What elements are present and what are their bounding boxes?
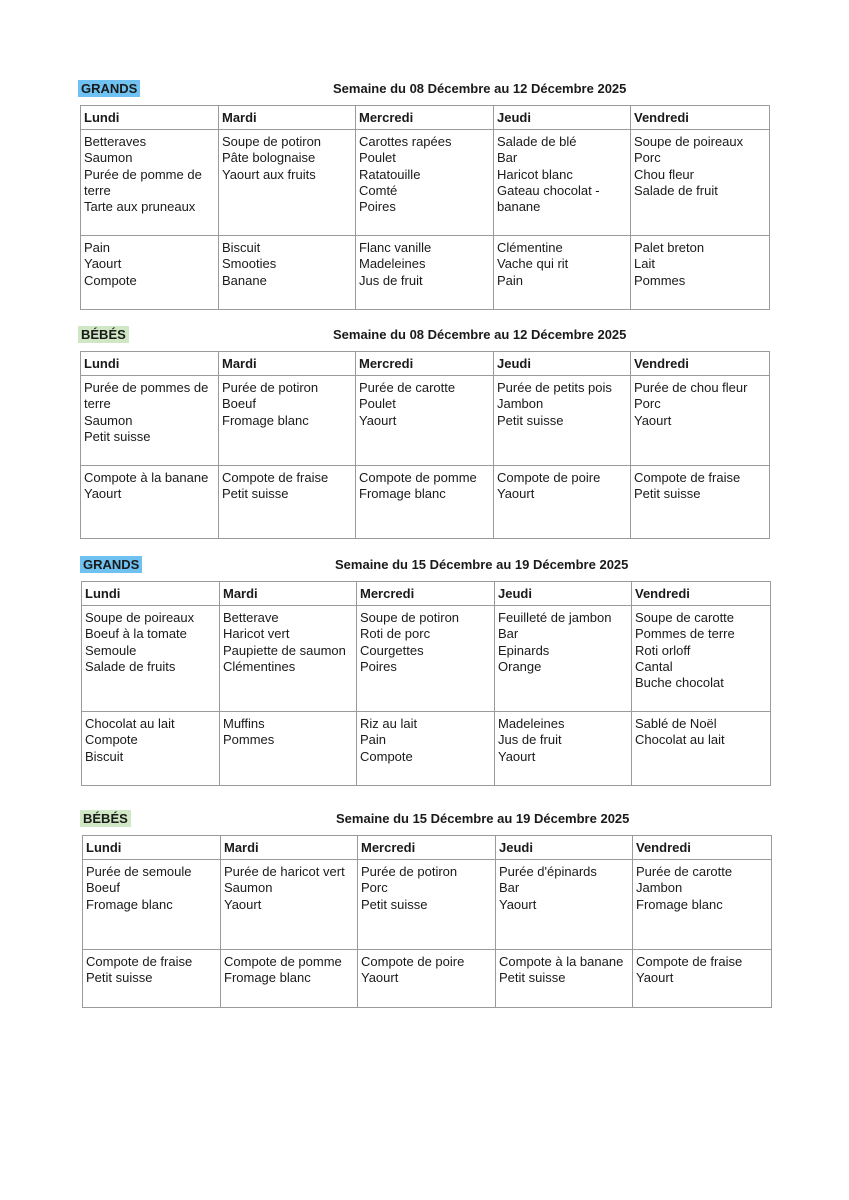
menu-cell (81, 236, 219, 310)
menu-item: Fromage blanc (86, 896, 173, 912)
day-header: Vendredi (631, 106, 770, 130)
menu-item: Jambon (497, 396, 544, 412)
meal-row (83, 860, 772, 950)
menu-item: Pommes (634, 272, 686, 288)
menu-item: Saumon (224, 880, 273, 896)
menu-cell (631, 236, 770, 310)
menu-item: Purée de chou fleur (634, 380, 748, 395)
menu-cell (220, 712, 357, 786)
menu-cell (357, 606, 495, 712)
menu-cell (219, 130, 356, 236)
menu-item: Boeuf à la tomate (85, 626, 187, 642)
menu-item: Madeleines (498, 716, 565, 731)
day-header: Lundi (82, 582, 220, 606)
menu-cell (632, 712, 771, 786)
menu-item: Poires (359, 199, 396, 215)
menu-item: Madeleines (359, 256, 426, 272)
menu-cell (220, 606, 357, 712)
day-header: Vendredi (632, 582, 771, 606)
menu-item: Clémentines (223, 658, 296, 674)
menu-cell (494, 376, 631, 466)
menu-item: Fromage blanc (222, 412, 309, 428)
section-tag: BÉBÉS (78, 326, 129, 343)
menu-cell (219, 236, 356, 310)
menu-item: Compote (84, 272, 137, 288)
menu-table (82, 835, 772, 1008)
menu-item: Yaourt (634, 412, 672, 428)
menu-item: Ratatouille (359, 166, 421, 182)
menu-cell (495, 606, 632, 712)
menu-item: Purée de pomme de terre (84, 166, 202, 198)
menu-item: Clémentine (497, 240, 563, 255)
menu-item: Saumon (84, 412, 133, 428)
menu-item: Soupe de poireaux (85, 610, 195, 625)
menu-item: Haricot blanc (497, 166, 573, 182)
snack-row (81, 236, 770, 310)
menu-item: Roti orloff (635, 642, 691, 658)
header-row (81, 106, 770, 130)
menu-item: Bar (497, 150, 518, 166)
menu-cell (494, 466, 631, 539)
menu-cell (631, 466, 770, 539)
menu-item: Purée de semoule (86, 864, 192, 879)
day-header: Mercredi (357, 582, 495, 606)
day-header: Jeudi (496, 836, 633, 860)
menu-item: Pain (84, 240, 111, 255)
menu-item: Smooties (222, 256, 277, 272)
menu-cell (221, 950, 358, 1008)
menu-item: Pommes (223, 732, 275, 748)
day-header: Mardi (219, 106, 356, 130)
header-row (81, 352, 770, 376)
menu-item: Soupe de potiron (222, 134, 322, 149)
menu-item: Banane (222, 272, 267, 288)
menu-item: Pain (497, 272, 524, 288)
menu-item: Riz au lait (360, 716, 418, 731)
meal-row (81, 130, 770, 236)
menu-cell (83, 860, 221, 950)
menu-item: Yaourt (499, 896, 537, 912)
menu-cell (631, 376, 770, 466)
menu-table (80, 351, 770, 539)
snack-row (82, 712, 771, 786)
meal-row (81, 376, 770, 466)
menu-item: Sablé de Noël (635, 716, 717, 731)
menu-table (80, 105, 770, 310)
menu-item: Compote (360, 748, 413, 764)
menu-item: Yaourt (84, 486, 122, 502)
week-title: Semaine du 08 Décembre au 12 Décembre 2025 (333, 327, 627, 342)
section-tag: GRANDS (78, 80, 140, 97)
menu-item: Porc (634, 150, 661, 166)
menu-item: Soupe de poireaux (634, 134, 744, 149)
menu-item: Chocolat au lait (85, 716, 175, 731)
menu-cell (496, 950, 633, 1008)
day-header: Mardi (221, 836, 358, 860)
menu-item: Poulet (359, 396, 396, 412)
menu-item: Salade de fruits (85, 658, 176, 674)
menu-cell (496, 860, 633, 950)
day-header: Mardi (220, 582, 357, 606)
menu-item: Jus de fruit (359, 272, 423, 288)
menu-cell (81, 466, 219, 539)
menu-item: Petit suisse (361, 896, 428, 912)
menu-item: Biscuit (222, 240, 261, 255)
menu-item: Compote de poire (497, 470, 601, 485)
menu-cell (494, 236, 631, 310)
week-title: Semaine du 08 Décembre au 12 Décembre 2025 (333, 81, 627, 96)
menu-item: Compote de pomme (224, 954, 342, 969)
header-row (83, 836, 772, 860)
menu-cell (356, 236, 494, 310)
meal-row (82, 606, 771, 712)
menu-item: Petit suisse (634, 486, 701, 502)
day-header: Lundi (81, 106, 219, 130)
menu-cell (81, 130, 219, 236)
menu-item: Betterave (223, 610, 279, 625)
menu-item: Yaourt (84, 256, 122, 272)
menu-item: Semoule (85, 642, 137, 658)
menu-item: Compote à la banane (499, 954, 624, 969)
menu-item: Petit suisse (499, 970, 566, 986)
menu-item: Fromage blanc (224, 970, 311, 986)
menu-item: Chocolat au lait (635, 732, 725, 748)
menu-item: Poires (360, 658, 397, 674)
menu-cell (356, 130, 494, 236)
menu-item: Petit suisse (86, 970, 153, 986)
menu-cell (219, 376, 356, 466)
menu-item: Fromage blanc (636, 896, 723, 912)
menu-item: Salade de blé (497, 134, 577, 149)
menu-item: Compote à la banane (84, 470, 209, 485)
menu-item: Lait (634, 256, 655, 272)
menu-table (81, 581, 771, 786)
menu-item: Comté (359, 182, 398, 198)
menu-item: Pâte bolognaise (222, 150, 316, 166)
day-header: Vendredi (633, 836, 772, 860)
menu-item: Biscuit (85, 748, 124, 764)
day-header: Jeudi (494, 352, 631, 376)
menu-cell (81, 376, 219, 466)
menu-item: Compote de fraise (222, 470, 329, 485)
day-header: Mercredi (356, 352, 494, 376)
menu-item: Pommes de terre (635, 626, 735, 642)
day-header: Mardi (219, 352, 356, 376)
menu-item: Feuilleté de jambon (498, 610, 612, 625)
menu-item: Boeuf (86, 880, 120, 896)
menu-item: Petit suisse (222, 486, 289, 502)
menu-item: Soupe de potiron (360, 610, 460, 625)
menu-item: Purée de pommes de terre (84, 380, 209, 412)
menu-item: Yaourt (636, 970, 674, 986)
menu-item: Yaourt aux fruits (222, 166, 316, 182)
week-title: Semaine du 15 Décembre au 19 Décembre 2025 (336, 811, 630, 826)
day-header: Vendredi (631, 352, 770, 376)
menu-cell (356, 466, 494, 539)
menu-item: Purée d'épinards (499, 864, 597, 879)
menu-item: Compote de poire (361, 954, 465, 969)
menu-cell (358, 950, 496, 1008)
menu-item: Compote de fraise (86, 954, 193, 969)
section-tag: GRANDS (80, 556, 142, 573)
menu-item: Cantal (635, 658, 673, 674)
menu-item: Haricot vert (223, 626, 290, 642)
menu-item: Yaourt (224, 896, 262, 912)
menu-item: Purée de potiron (361, 864, 458, 879)
menu-item: Salade de fruit (634, 182, 718, 198)
menu-item: Compote de pomme (359, 470, 477, 485)
menu-item: Saumon (84, 150, 133, 166)
menu-item: Petit suisse (497, 412, 564, 428)
menu-item: Gateau chocolat - banane (497, 182, 600, 215)
menu-item: Roti de porc (360, 626, 431, 642)
menu-item: Yaourt (361, 970, 399, 986)
menu-item: Chou fleur (634, 166, 694, 182)
menu-item: Purée de carotte (636, 864, 733, 879)
menu-item: Purée de petits pois (497, 380, 612, 395)
menu-item: Purée de potiron (222, 380, 319, 395)
menu-item: Fromage blanc (359, 486, 446, 502)
menu-item: Yaourt (498, 748, 536, 764)
menu-item: Paupiette de saumon (223, 642, 346, 658)
day-header: Lundi (83, 836, 221, 860)
menu-cell (495, 712, 632, 786)
menu-item: Bar (498, 626, 519, 642)
menu-item: Palet breton (634, 240, 705, 255)
menu-item: Compote de fraise (634, 470, 741, 485)
menu-item: Yaourt (497, 486, 535, 502)
menu-item: Compote de fraise (636, 954, 743, 969)
menu-item: Tarte aux pruneaux (84, 199, 196, 215)
menu-item: Buche chocolat (635, 675, 724, 691)
menu-item: Porc (361, 880, 388, 896)
snack-row (83, 950, 772, 1008)
menu-item: Bar (499, 880, 520, 896)
menu-item: Courgettes (360, 642, 424, 658)
menu-item: Jus de fruit (498, 732, 562, 748)
header-row (82, 582, 771, 606)
menu-cell (357, 712, 495, 786)
menu-item: Carottes rapées (359, 134, 452, 149)
menu-item: Yaourt (359, 412, 397, 428)
menu-item: Petit suisse (84, 428, 151, 444)
menu-item: Compote (85, 732, 138, 748)
menu-item: Muffins (223, 716, 265, 731)
menu-item: Epinards (498, 642, 550, 658)
menu-cell (82, 712, 220, 786)
menu-cell (219, 466, 356, 539)
menu-item: Vache qui rit (497, 256, 569, 272)
day-header: Lundi (81, 352, 219, 376)
menu-cell (632, 606, 771, 712)
menu-cell (83, 950, 221, 1008)
day-header: Jeudi (495, 582, 632, 606)
menu-cell (358, 860, 496, 950)
menu-item: Boeuf (222, 396, 256, 412)
day-header: Jeudi (494, 106, 631, 130)
menu-item: Jambon (636, 880, 683, 896)
menu-item: Purée de haricot vert (224, 864, 345, 879)
menu-item: Poulet (359, 150, 396, 166)
week-title: Semaine du 15 Décembre au 19 Décembre 2025 (335, 557, 629, 572)
menu-item: Betteraves (84, 134, 147, 149)
menu-item: Pain (360, 732, 387, 748)
menu-cell (82, 606, 220, 712)
menu-cell (494, 130, 631, 236)
menu-cell (633, 860, 772, 950)
day-header: Mercredi (356, 106, 494, 130)
day-header: Mercredi (358, 836, 496, 860)
menu-item: Soupe de carotte (635, 610, 735, 625)
snack-row (81, 466, 770, 539)
menu-item: Purée de carotte (359, 380, 456, 395)
section-tag: BÉBÉS (80, 810, 131, 827)
menu-cell (633, 950, 772, 1008)
menu-item: Flanc vanille (359, 240, 432, 255)
menu-item: Porc (634, 396, 661, 412)
menu-cell (356, 376, 494, 466)
menu-item: Orange (498, 658, 542, 674)
menu-cell (631, 130, 770, 236)
menu-cell (221, 860, 358, 950)
